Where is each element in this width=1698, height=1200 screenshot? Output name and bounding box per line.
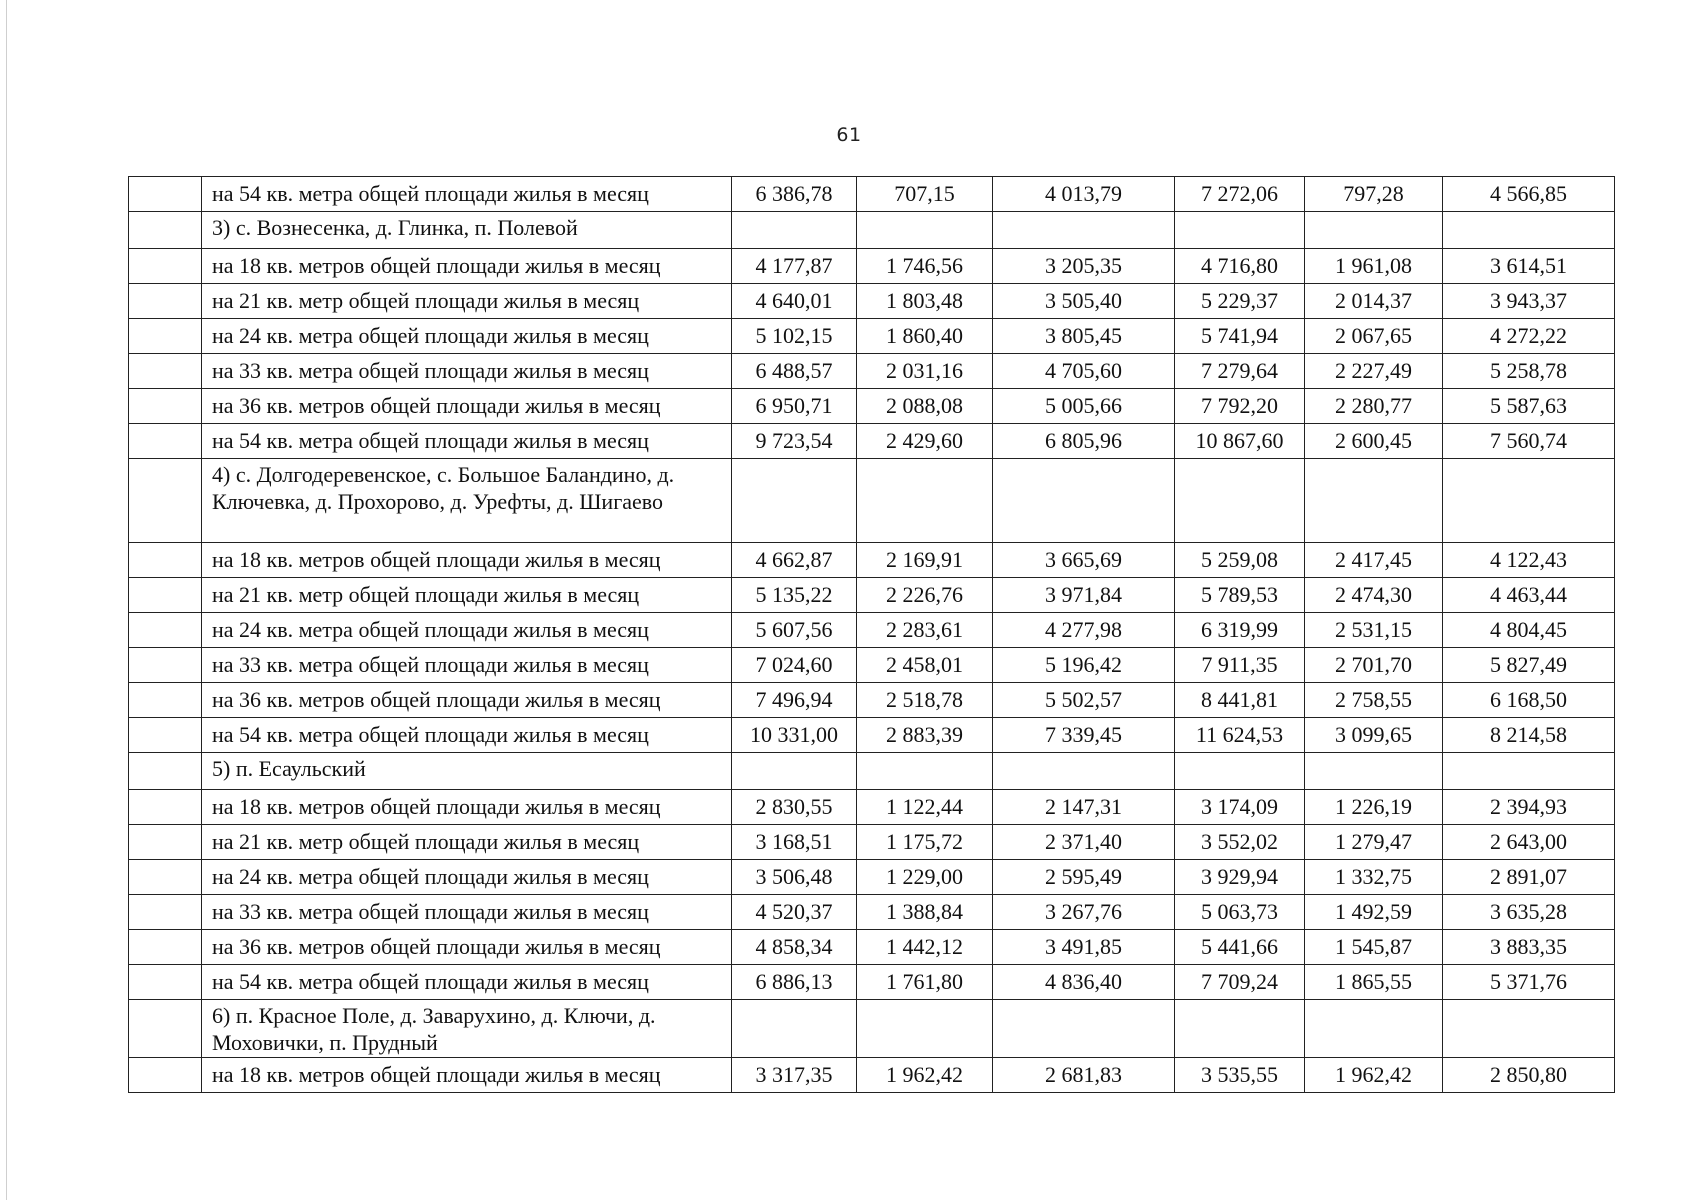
row-label: на 18 кв. метров общей площади жилья в месяц (202, 1058, 732, 1093)
index-cell (129, 965, 202, 1000)
index-cell (129, 1000, 202, 1058)
value-cell: 4 662,87 (732, 543, 857, 578)
value-cell: 4 858,34 (732, 930, 857, 965)
value-cell: 2 226,76 (857, 578, 993, 613)
value-cell: 8 214,58 (1443, 718, 1615, 753)
page-number: 61 (836, 124, 862, 146)
value-cell: 5 789,53 (1175, 578, 1305, 613)
value-cell: 3 205,35 (993, 249, 1175, 284)
value-cell: 7 560,74 (1443, 424, 1615, 459)
value-cell (1443, 1000, 1615, 1058)
value-cell (993, 753, 1175, 790)
value-cell: 2 283,61 (857, 613, 993, 648)
value-cell: 3 614,51 (1443, 249, 1615, 284)
index-cell (129, 177, 202, 212)
value-cell: 6 950,71 (732, 389, 857, 424)
value-cell: 2 458,01 (857, 648, 993, 683)
rates-table-body (129, 177, 1615, 1093)
value-cell: 1 860,40 (857, 319, 993, 354)
value-cell: 4 272,22 (1443, 319, 1615, 354)
value-cell: 7 792,20 (1175, 389, 1305, 424)
value-cell: 5 371,76 (1443, 965, 1615, 1000)
row-label: на 36 кв. метров общей площади жилья в месяц (202, 683, 732, 718)
value-cell: 1 962,42 (857, 1058, 993, 1093)
value-cell: 2 600,45 (1305, 424, 1443, 459)
value-cell: 2 850,80 (1443, 1058, 1615, 1093)
table-row (129, 249, 1615, 284)
value-cell (1443, 753, 1615, 790)
row-label: на 18 кв. метров общей площади жилья в месяц (202, 543, 732, 578)
value-cell: 2 147,31 (993, 790, 1175, 825)
value-cell: 8 441,81 (1175, 683, 1305, 718)
value-cell: 6 319,99 (1175, 613, 1305, 648)
value-cell: 797,28 (1305, 177, 1443, 212)
value-cell: 2 830,55 (732, 790, 857, 825)
value-cell: 5 063,73 (1175, 895, 1305, 930)
value-cell: 4 705,60 (993, 354, 1175, 389)
table-row (129, 790, 1615, 825)
value-cell: 2 417,45 (1305, 543, 1443, 578)
value-cell: 10 867,60 (1175, 424, 1305, 459)
value-cell: 1 492,59 (1305, 895, 1443, 930)
value-cell: 2 643,00 (1443, 825, 1615, 860)
table-row (129, 860, 1615, 895)
row-label: на 54 кв. метра общей площади жилья в месяц (202, 424, 732, 459)
value-cell: 4 640,01 (732, 284, 857, 319)
table-row (129, 683, 1615, 718)
settlement-group-label: 4) с. Долгодеревенское, с. Большое Баландино, д. Ключевка, д. Прохорово, д. Урефты, д. Шигаево (202, 459, 732, 543)
group-header-row (129, 212, 1615, 249)
row-label: на 36 кв. метров общей площади жилья в месяц (202, 930, 732, 965)
value-cell: 2 169,91 (857, 543, 993, 578)
value-cell: 5 259,08 (1175, 543, 1305, 578)
table-row (129, 1058, 1615, 1093)
value-cell (857, 212, 993, 249)
table-row (129, 825, 1615, 860)
value-cell: 5 587,63 (1443, 389, 1615, 424)
group-header-row (129, 753, 1615, 790)
value-cell: 7 339,45 (993, 718, 1175, 753)
index-cell (129, 354, 202, 389)
index-cell (129, 319, 202, 354)
index-cell (129, 389, 202, 424)
value-cell: 3 971,84 (993, 578, 1175, 613)
index-cell (129, 578, 202, 613)
value-cell (857, 459, 993, 543)
value-cell: 2 371,40 (993, 825, 1175, 860)
value-cell: 1 961,08 (1305, 249, 1443, 284)
value-cell: 9 723,54 (732, 424, 857, 459)
value-cell: 3 174,09 (1175, 790, 1305, 825)
value-cell (1443, 212, 1615, 249)
settlement-group-label: 6) п. Красное Поле, д. Заварухино, д. Ключи, д. Моховички, п. Прудный (202, 1000, 732, 1058)
value-cell: 1 122,44 (857, 790, 993, 825)
table-row (129, 543, 1615, 578)
value-cell: 5 005,66 (993, 389, 1175, 424)
value-cell: 2 883,39 (857, 718, 993, 753)
index-cell (129, 1058, 202, 1093)
index-cell (129, 284, 202, 319)
value-cell: 1 175,72 (857, 825, 993, 860)
value-cell: 6 805,96 (993, 424, 1175, 459)
value-cell: 3 505,40 (993, 284, 1175, 319)
value-cell: 3 506,48 (732, 860, 857, 895)
value-cell: 707,15 (857, 177, 993, 212)
index-cell (129, 683, 202, 718)
value-cell: 7 024,60 (732, 648, 857, 683)
row-label: на 36 кв. метров общей площади жилья в месяц (202, 389, 732, 424)
value-cell: 4 566,85 (1443, 177, 1615, 212)
value-cell: 3 665,69 (993, 543, 1175, 578)
value-cell: 1 226,19 (1305, 790, 1443, 825)
value-cell: 2 088,08 (857, 389, 993, 424)
value-cell: 4 013,79 (993, 177, 1175, 212)
value-cell (857, 1000, 993, 1058)
table-row (129, 424, 1615, 459)
value-cell: 1 865,55 (1305, 965, 1443, 1000)
settlement-group-label: 5) п. Есаульский (202, 753, 732, 790)
value-cell: 7 496,94 (732, 683, 857, 718)
value-cell: 7 911,35 (1175, 648, 1305, 683)
value-cell: 2 891,07 (1443, 860, 1615, 895)
index-cell (129, 424, 202, 459)
index-cell (129, 930, 202, 965)
table-row (129, 319, 1615, 354)
index-cell (129, 249, 202, 284)
value-cell (857, 753, 993, 790)
value-cell (1305, 212, 1443, 249)
value-cell (1175, 212, 1305, 249)
settlement-group-label: 3) с. Вознесенка, д. Глинка, п. Полевой (202, 212, 732, 249)
group-header-row (129, 1000, 1615, 1058)
value-cell: 2 031,16 (857, 354, 993, 389)
index-cell (129, 212, 202, 249)
table-row (129, 718, 1615, 753)
value-cell: 1 279,47 (1305, 825, 1443, 860)
value-cell: 6 168,50 (1443, 683, 1615, 718)
value-cell: 5 827,49 (1443, 648, 1615, 683)
value-cell: 1 332,75 (1305, 860, 1443, 895)
value-cell: 2 227,49 (1305, 354, 1443, 389)
value-cell: 2 280,77 (1305, 389, 1443, 424)
value-cell: 2 429,60 (857, 424, 993, 459)
index-cell (129, 753, 202, 790)
row-label: на 24 кв. метра общей площади жилья в месяц (202, 860, 732, 895)
value-cell: 4 122,43 (1443, 543, 1615, 578)
row-label: на 33 кв. метра общей площади жилья в месяц (202, 648, 732, 683)
value-cell: 5 229,37 (1175, 284, 1305, 319)
value-cell: 1 803,48 (857, 284, 993, 319)
value-cell (1305, 459, 1443, 543)
value-cell: 3 491,85 (993, 930, 1175, 965)
index-cell (129, 543, 202, 578)
index-cell (129, 459, 202, 543)
value-cell: 6 386,78 (732, 177, 857, 212)
index-cell (129, 613, 202, 648)
value-cell: 1 746,56 (857, 249, 993, 284)
value-cell: 3 883,35 (1443, 930, 1615, 965)
value-cell: 4 177,87 (732, 249, 857, 284)
row-label: на 18 кв. метров общей площади жилья в месяц (202, 249, 732, 284)
value-cell: 3 535,55 (1175, 1058, 1305, 1093)
scan-edge-line (6, 0, 7, 1200)
value-cell: 4 463,44 (1443, 578, 1615, 613)
row-label: на 21 кв. метр общей площади жилья в месяц (202, 284, 732, 319)
value-cell (1175, 753, 1305, 790)
value-cell: 3 805,45 (993, 319, 1175, 354)
value-cell: 11 624,53 (1175, 718, 1305, 753)
value-cell (1305, 753, 1443, 790)
value-cell: 2 595,49 (993, 860, 1175, 895)
group-header-row (129, 459, 1615, 543)
value-cell (732, 212, 857, 249)
value-cell: 5 741,94 (1175, 319, 1305, 354)
value-cell: 4 520,37 (732, 895, 857, 930)
row-label: на 33 кв. метра общей площади жилья в месяц (202, 354, 732, 389)
value-cell: 5 502,57 (993, 683, 1175, 718)
value-cell: 1 229,00 (857, 860, 993, 895)
row-label: на 18 кв. метров общей площади жилья в месяц (202, 790, 732, 825)
value-cell: 3 943,37 (1443, 284, 1615, 319)
value-cell: 10 331,00 (732, 718, 857, 753)
value-cell: 3 168,51 (732, 825, 857, 860)
value-cell (732, 459, 857, 543)
value-cell: 6 886,13 (732, 965, 857, 1000)
value-cell (1175, 459, 1305, 543)
table-row (129, 389, 1615, 424)
value-cell: 1 962,42 (1305, 1058, 1443, 1093)
value-cell: 1 545,87 (1305, 930, 1443, 965)
value-cell: 1 761,80 (857, 965, 993, 1000)
value-cell: 2 531,15 (1305, 613, 1443, 648)
value-cell: 7 272,06 (1175, 177, 1305, 212)
value-cell: 1 388,84 (857, 895, 993, 930)
table-row (129, 284, 1615, 319)
value-cell: 1 442,12 (857, 930, 993, 965)
value-cell: 3 317,35 (732, 1058, 857, 1093)
value-cell: 5 441,66 (1175, 930, 1305, 965)
table-row (129, 578, 1615, 613)
row-label: на 54 кв. метра общей площади жилья в месяц (202, 965, 732, 1000)
value-cell: 5 135,22 (732, 578, 857, 613)
value-cell: 5 258,78 (1443, 354, 1615, 389)
value-cell: 3 929,94 (1175, 860, 1305, 895)
index-cell (129, 895, 202, 930)
row-label: на 24 кв. метра общей площади жилья в месяц (202, 319, 732, 354)
row-label: на 54 кв. метра общей площади жилья в месяц (202, 177, 732, 212)
row-label: на 21 кв. метр общей площади жилья в месяц (202, 578, 732, 613)
value-cell: 5 196,42 (993, 648, 1175, 683)
value-cell: 2 518,78 (857, 683, 993, 718)
table-row (129, 930, 1615, 965)
value-cell: 3 099,65 (1305, 718, 1443, 753)
value-cell: 4 716,80 (1175, 249, 1305, 284)
row-label: на 24 кв. метра общей площади жилья в месяц (202, 613, 732, 648)
index-cell (129, 790, 202, 825)
value-cell (993, 1000, 1175, 1058)
row-label: на 33 кв. метра общей площади жилья в месяц (202, 895, 732, 930)
table-row (129, 895, 1615, 930)
value-cell: 4 277,98 (993, 613, 1175, 648)
index-cell (129, 825, 202, 860)
table-row (129, 354, 1615, 389)
value-cell: 2 474,30 (1305, 578, 1443, 613)
value-cell: 3 267,76 (993, 895, 1175, 930)
table-row (129, 648, 1615, 683)
value-cell (993, 459, 1175, 543)
index-cell (129, 648, 202, 683)
value-cell: 7 709,24 (1175, 965, 1305, 1000)
table-row (129, 613, 1615, 648)
value-cell: 2 067,65 (1305, 319, 1443, 354)
value-cell: 3 635,28 (1443, 895, 1615, 930)
value-cell: 4 836,40 (993, 965, 1175, 1000)
value-cell: 2 701,70 (1305, 648, 1443, 683)
value-cell: 5 607,56 (732, 613, 857, 648)
value-cell (732, 753, 857, 790)
value-cell: 5 102,15 (732, 319, 857, 354)
table-row (129, 965, 1615, 1000)
value-cell (1443, 459, 1615, 543)
value-cell: 2 014,37 (1305, 284, 1443, 319)
value-cell: 3 552,02 (1175, 825, 1305, 860)
value-cell: 4 804,45 (1443, 613, 1615, 648)
value-cell (993, 212, 1175, 249)
rates-table (128, 176, 1615, 1093)
row-label: на 21 кв. метр общей площади жилья в месяц (202, 825, 732, 860)
value-cell: 7 279,64 (1175, 354, 1305, 389)
index-cell (129, 718, 202, 753)
table-row (129, 177, 1615, 212)
value-cell: 2 758,55 (1305, 683, 1443, 718)
value-cell: 6 488,57 (732, 354, 857, 389)
value-cell: 2 681,83 (993, 1058, 1175, 1093)
value-cell: 2 394,93 (1443, 790, 1615, 825)
row-label: на 54 кв. метра общей площади жилья в месяц (202, 718, 732, 753)
value-cell (1305, 1000, 1443, 1058)
value-cell (732, 1000, 857, 1058)
index-cell (129, 860, 202, 895)
value-cell (1175, 1000, 1305, 1058)
